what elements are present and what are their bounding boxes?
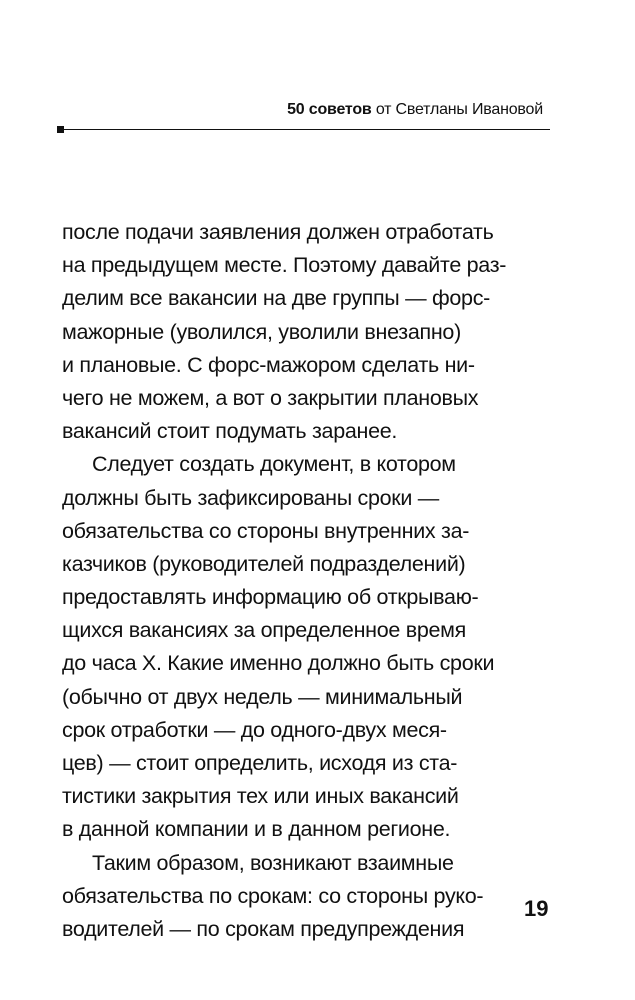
text-line: предоставлять информацию об открываю- — [62, 585, 479, 610]
text-line: в данной компании и в данном регионе. — [62, 817, 451, 842]
text-line: чего не можем, а вот о закрытии плановых — [62, 385, 479, 410]
running-head — [287, 100, 543, 120]
text-line: цев) — стоит определить, исходя из ста- — [62, 751, 458, 775]
text-line: мажорные (уволился, уволили внезапно) — [62, 319, 461, 344]
text-line: обязательства со стороны внутренних за- — [62, 518, 470, 543]
text-line: вакансий стоит подумать заранее. — [62, 419, 398, 444]
text-line: казчиков (руководителей подразделений) — [62, 551, 466, 576]
text-line: до часа Х. Какие именно должно быть сроки — [62, 651, 495, 676]
text-line: обязательства по срокам: со стороны руко- — [62, 883, 484, 908]
text-line: Таким образом, возникают взаимные — [92, 850, 454, 875]
text-line: (обычно от двух недель — минимальный — [62, 684, 463, 709]
text-line: срок отработки — до одного-двух меся- — [62, 717, 447, 742]
running-head-author: от Светланы Ивановой — [371, 101, 543, 118]
page-number: 19 — [524, 896, 549, 921]
text-line: после подачи заявления должен отработать — [62, 220, 494, 244]
header-rule — [62, 129, 550, 130]
text-line: на предыдущем месте. Поэтому давайте раз- — [62, 253, 507, 278]
text-line: должны быть зафиксированы сроки — — [62, 485, 439, 510]
text-line: водителей — по срокам предупреждения — [62, 916, 465, 941]
text-line: и плановые. С форс-мажором сделать ни- — [62, 352, 475, 377]
text-line: щихся вакансиях за определенное время — [62, 618, 466, 643]
text-line: Следует создать документ, в котором — [92, 452, 456, 477]
text-line: тистики закрытия тех или иных вакансий — [62, 784, 459, 809]
running-head-book-number: 50 советов — [287, 101, 372, 118]
text-line: делим все вакансии на две группы — форс- — [62, 286, 491, 311]
body-text — [62, 216, 554, 946]
